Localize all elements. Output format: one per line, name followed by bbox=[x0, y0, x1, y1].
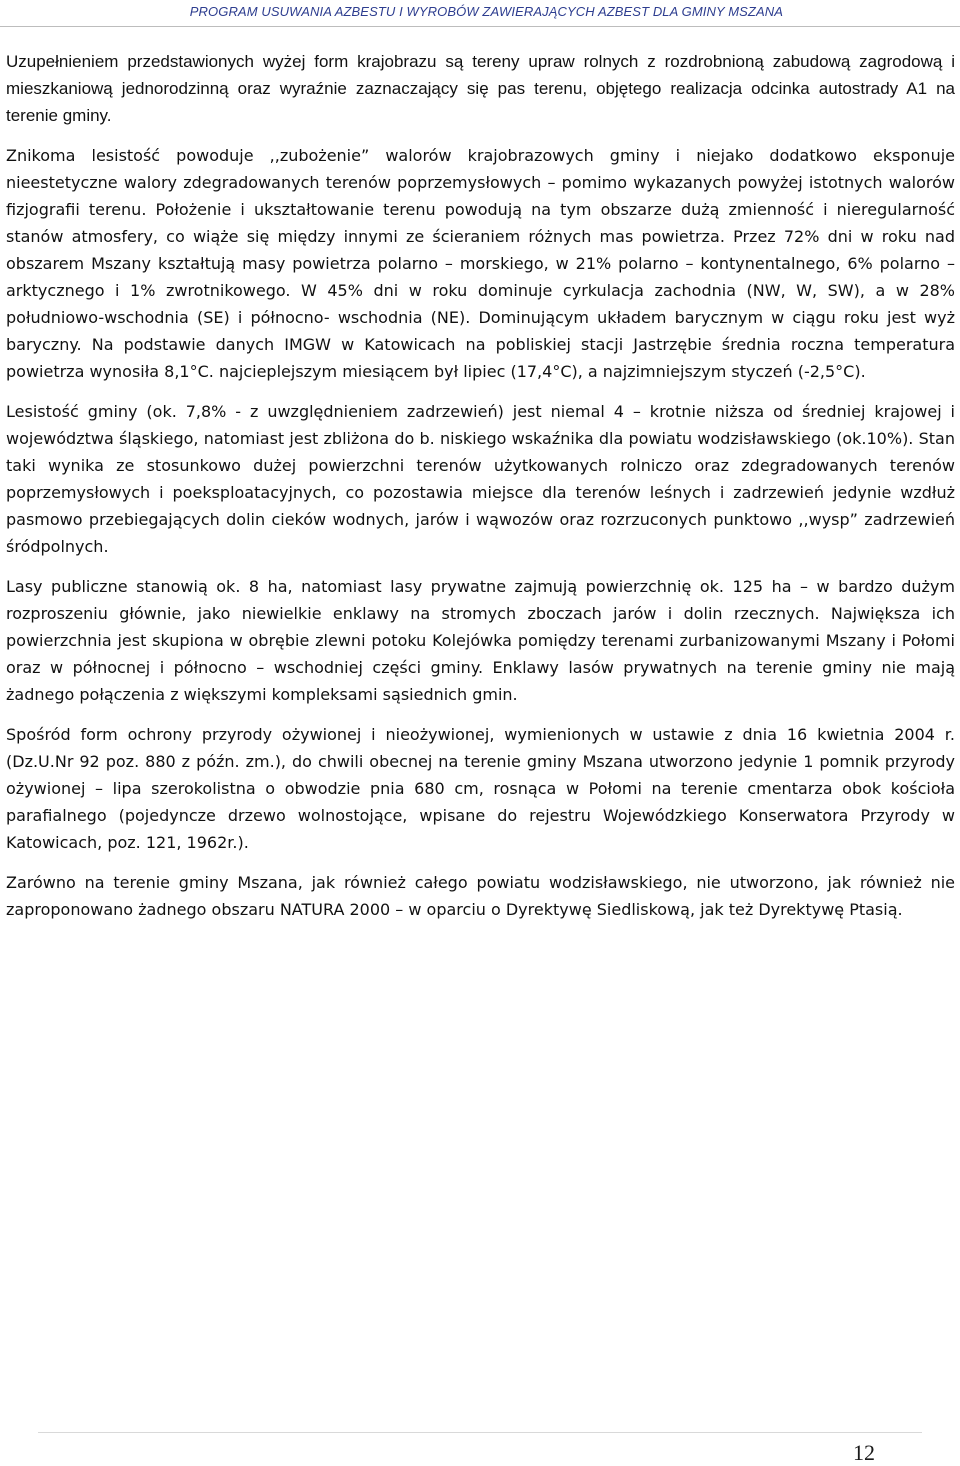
document-body bbox=[6, 48, 955, 936]
footer-divider bbox=[38, 1432, 922, 1433]
paragraph-public-private-forests: Lasy publiczne stanowią ok. 8 ha, natomiast lasy prywatne zajmują powierzchnię ok. 125 ha – w bardzo dużym rozproszeniu głównie, jako niewielkie enklawy na stromych zboczach jarów i dolin rzecznych. Największa ich powierzchnia jest skupiona w obrębie zlewni potoku Kolejówka pomiędzy terenami zurbanizowanymi Mszany i Połomi oraz w północnej i północno – wschodniej części gminy. Enklawy lasów prywatnych na terenie gminy nie mają żadnego połączenia z większymi kompleksami sąsiednich gmin. bbox=[6, 577, 955, 704]
paragraph-natura-2000: Zarówno na terenie gminy Mszana, jak również całego powiatu wodzisławskiego, nie utworzono, jak również nie zaproponowano żadnego obszaru NATURA 2000 – w oparciu o Dyrektywę Siedliskową, jak też Dyrektywę Ptasią. bbox=[6, 873, 955, 919]
paragraph-nature-protection: Spośród form ochrony przyrody ożywionej i nieożywionej, wymienionych w ustawie z dnia 16 kwietnia 2004 r. (Dz.U.Nr 92 poz. 880 z późn. zm.), do chwili obecnej na terenie gminy Mszana utworzono jedynie 1 pomnik przyrody ożywionej – lipa szerokolistna o obwodzie pnia 680 cm, rosnąca w Połomi na terenie cmentarza obok kościoła parafialnego (pojedyncze drzewo wolnostojące, wpisane do rejestru Wojewódzkiego Konserwatora Przyrody w Katowicach, poz. 121, 1962r.). bbox=[6, 725, 955, 852]
running-header-title: PROGRAM USUWANIA AZBESTU I WYROBÓW ZAWIERAJĄCYCH AZBEST DLA GMINY MSZANA bbox=[189, 4, 783, 19]
paragraph-forest-cover: Lesistość gminy (ok. 7,8% - z uwzględnieniem zadrzewień) jest niemal 4 – krotnie niższa od średniej krajowej i województwa śląskiego, natomiast jest zbliżona do b. niskiego wskaźnika dla powiatu wodzisławskiego (ok.10%). Stan taki wynika ze stosunkowo dużej powierzchni terenów użytkowanych rolniczo oraz zdegradowanych terenów poprzemysłowych i poeksploatacyjnych, co pozostawia miejsce dla terenów leśnych i zadrzewień jedynie wzdłuż pasmowo przebiegających dolin cieków wodnych, jarów i wąwozów oraz rozrzuconych punktowo ,,wysp” zadrzewień śródpolnych. bbox=[6, 402, 955, 556]
paragraph-climate: Znikoma lesistość powoduje ,,zubożenie” walorów krajobrazowych gminy i niejako dodatkowo eksponuje nieestetyczne walory zdegradowanych terenów poprzemysłowych – pomimo wykazanych powyżej istotnych walorów fizjografii terenu. Położenie i ukształtowanie terenu powodują na tym obszarze dużą zmienność i nieregularność stanów atmosfery, co wiąże się między innymi ze ścieraniem różnych mas powietrza. Przez 72% dni w roku nad obszarem Mszany kształtują masy powietrza polarno – morskiego, w 21% polarno – kontynentalnego, 6% polarno – arktycznego i 1% zwrotnikowego. W 45% dni w roku dominuje cyrkulacja zachodnia (NW, W, SW), a w 28% południowo-wschodnia (SE) i północno- wschodnia (NE). Dominującym układem barycznym w ciągu roku jest wyż baryczny. Na podstawie danych IMGW w Katowicach na pobliskiej stacji Jastrzębie średnia roczna temperatura powietrza wynosiła 8,1°C. najcieplejszym miesiącem był lipiec (17,4°C), a najzimniejszym styczeń (-2,5°C). bbox=[6, 146, 955, 381]
paragraph-landscape-forms: Uzupełnieniem przedstawionych wyżej form krajobrazu są tereny upraw rolnych z rozdrobnioną zabudową zagrodową i mieszkaniową jednorodzinną oraz wyraźnie zaznaczający się pas terenu, objętego realizacja odcinka autostrady A1 na terenie gminy. bbox=[6, 52, 955, 125]
page-number: 12 bbox=[853, 1440, 875, 1465]
header-divider bbox=[0, 26, 960, 27]
